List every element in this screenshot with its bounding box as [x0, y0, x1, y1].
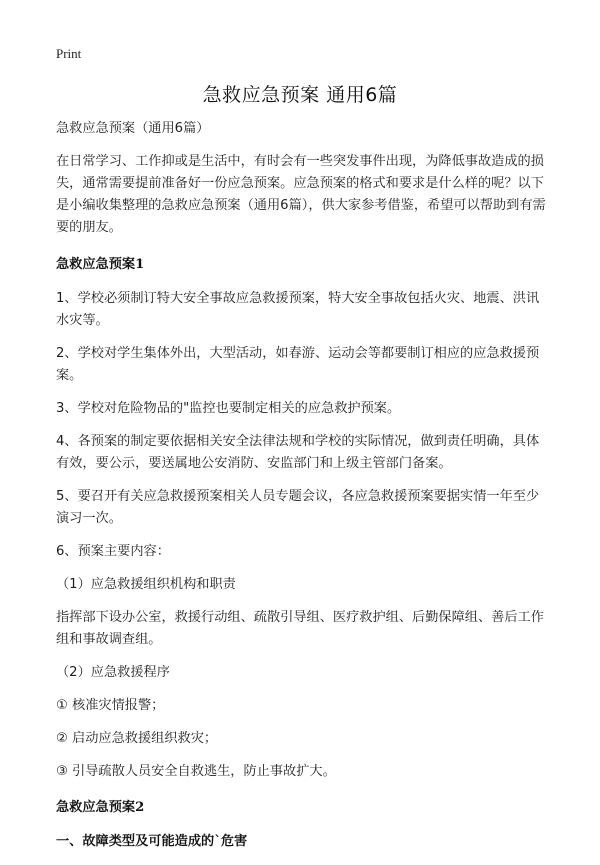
list-item: 3、学校对危险物品的"监控也要制定相关的应急救护预案。 [56, 401, 401, 416]
print-label: Print [56, 46, 82, 61]
document-body [56, 118, 550, 865]
list-item: ③ 引导疏散人员安全自救逃生，防止事故扩大。 [56, 764, 336, 779]
list-item: ① 核准灾情报警； [56, 698, 165, 713]
list-item: 4、各预案的制定要依据相关安全法律法规和学校的实际情况，做到责任明确，具体有效，要公示，要送属地公安消防、安监部门和上级主管部门备案。 [56, 434, 540, 471]
section-subheading: 一、故障类型及可能造成的`危害 [56, 834, 248, 849]
list-item: 5、要召开有关应急救援预案相关人员专题会议，各应急救援预案要据实情一年至少演习一次。 [56, 489, 540, 526]
section-heading-2: 急救应急预案2 [56, 800, 145, 815]
list-item: 2、学校对学生集体外出，大型活动，如春游、运动会等都要制订相应的应急救援预案。 [56, 346, 540, 383]
page-title: 急救应急预案 通用6篇 [202, 84, 398, 106]
intro-paragraph: 在日常学习、工作抑或是生活中，有时会有一些突发事件出现，为降低事故造成的损失，通常需要提前准备好一份应急预案。应急预案的格式和要求是什么样的呢？以下是小编收集整理的急救应急预案（通用6篇），供大家参考借鉴，希望可以帮助到有需要的朋友。 [56, 154, 546, 235]
list-item: （1）应急救援组织机构和职责 [56, 577, 236, 592]
list-item: （2）应急救援程序 [56, 665, 170, 680]
list-item: 指挥部下设办公室，救援行动组、疏散引导组、医疗救护组、后勤保障组、善后工作组和事故调查组。 [56, 610, 544, 647]
section-heading-1: 急救应急预案1 [56, 257, 145, 272]
list-item: ② 启动应急救援组织救灾； [56, 731, 218, 746]
list-item: 1、学校必须制订特大安全事故应急救援预案，特大安全事故包括火灾、地震、洪讯水灾等。 [56, 291, 540, 328]
document-subtitle: 急救应急预案（通用6篇） [56, 121, 210, 136]
list-item: 6、预案主要内容： [56, 544, 170, 559]
